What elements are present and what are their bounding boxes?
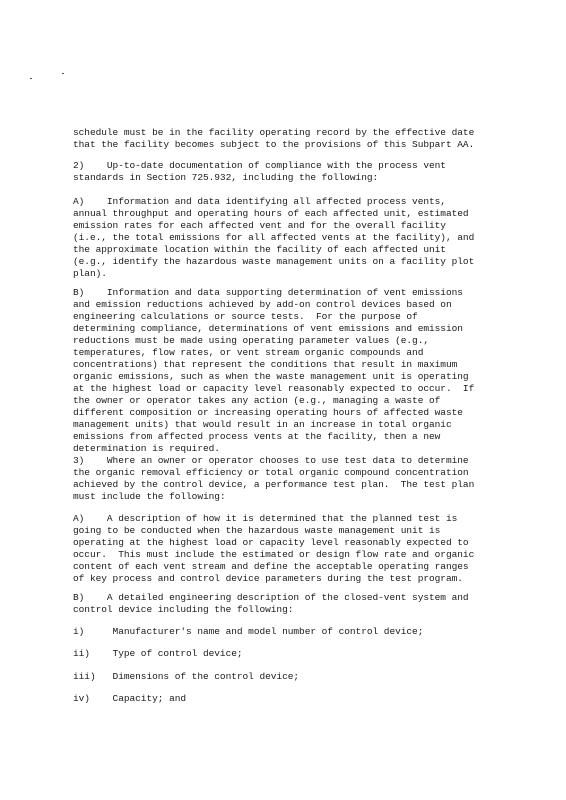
- paragraph-2b-emissions: B) Information and data supporting determination of vent emissions and emission reductions achieved by add-on control devices based on engineering calculations or source tests. For the purpose of determining compliance, determinations of vent emissions and emission reductions must be made using operating parameter values (e.g., temperatures, flow rates, or vent stream organic compounds and concentrations) that represent the conditions that result in maximum organic emissions, such as when the waste management unit is operating at the highest load or capacity level reasonably expected to occur. If the owner or operator takes any action (e.g., managing a waste of different composition or increasing operating hours of affected waste management units) that would result in an increase in total organic emissions from affected process vents at the facility, then a new determination is required.: [73, 287, 475, 454]
- list-item-i: i) Manufacturer's name and model number of control device;: [73, 626, 424, 637]
- paragraph-2a-information: A) Information and data identifying all affected process vents, annual throughput and operating hours of each affected unit, estimated emission rates for each affected vent and for the overall facility (i.e., the total emissions for all affected vents at the facility), and the approximate location within the facility of each affected unit (e.g., identify the hazardous waste management units on a facility plot plan).: [73, 196, 475, 279]
- paragraph-3a-description: A) A description of how it is determined that the planned test is going to be conducted when the hazardous waste management unit is operating at the highest load or capacity level reasonably expected to occur. This must include the estimated or design flow rate and organic content of each vent stream and define the acceptable operating ranges of key process and control device parameters during the test program.: [73, 513, 475, 584]
- list-item-iv: iv) Capacity; and: [73, 693, 187, 704]
- list-item-iii: iii) Dimensions of the control device;: [73, 671, 300, 682]
- paragraph-3-test-data: 3) Where an owner or operator chooses to use test data to determine the organic removal efficiency or total organic compound concentration achieved by the control device, a performance test plan. The test plan must include the following:: [73, 455, 475, 502]
- list-item-ii: ii) Type of control device;: [73, 648, 243, 659]
- scan-speck: [30, 78, 32, 79]
- paragraph-2-documentation: 2) Up-to-date documentation of compliance with the process vent standards in Section 725.932, including the following:: [73, 160, 446, 183]
- scan-speck: [62, 73, 64, 74]
- paragraph-3b-engineering: B) A detailed engineering description of the closed-vent system and control device including the following:: [73, 592, 469, 615]
- paragraph-schedule-record: schedule must be in the facility operating record by the effective date that the facility becomes subject to the provisions of this Subpart AA.: [73, 127, 475, 150]
